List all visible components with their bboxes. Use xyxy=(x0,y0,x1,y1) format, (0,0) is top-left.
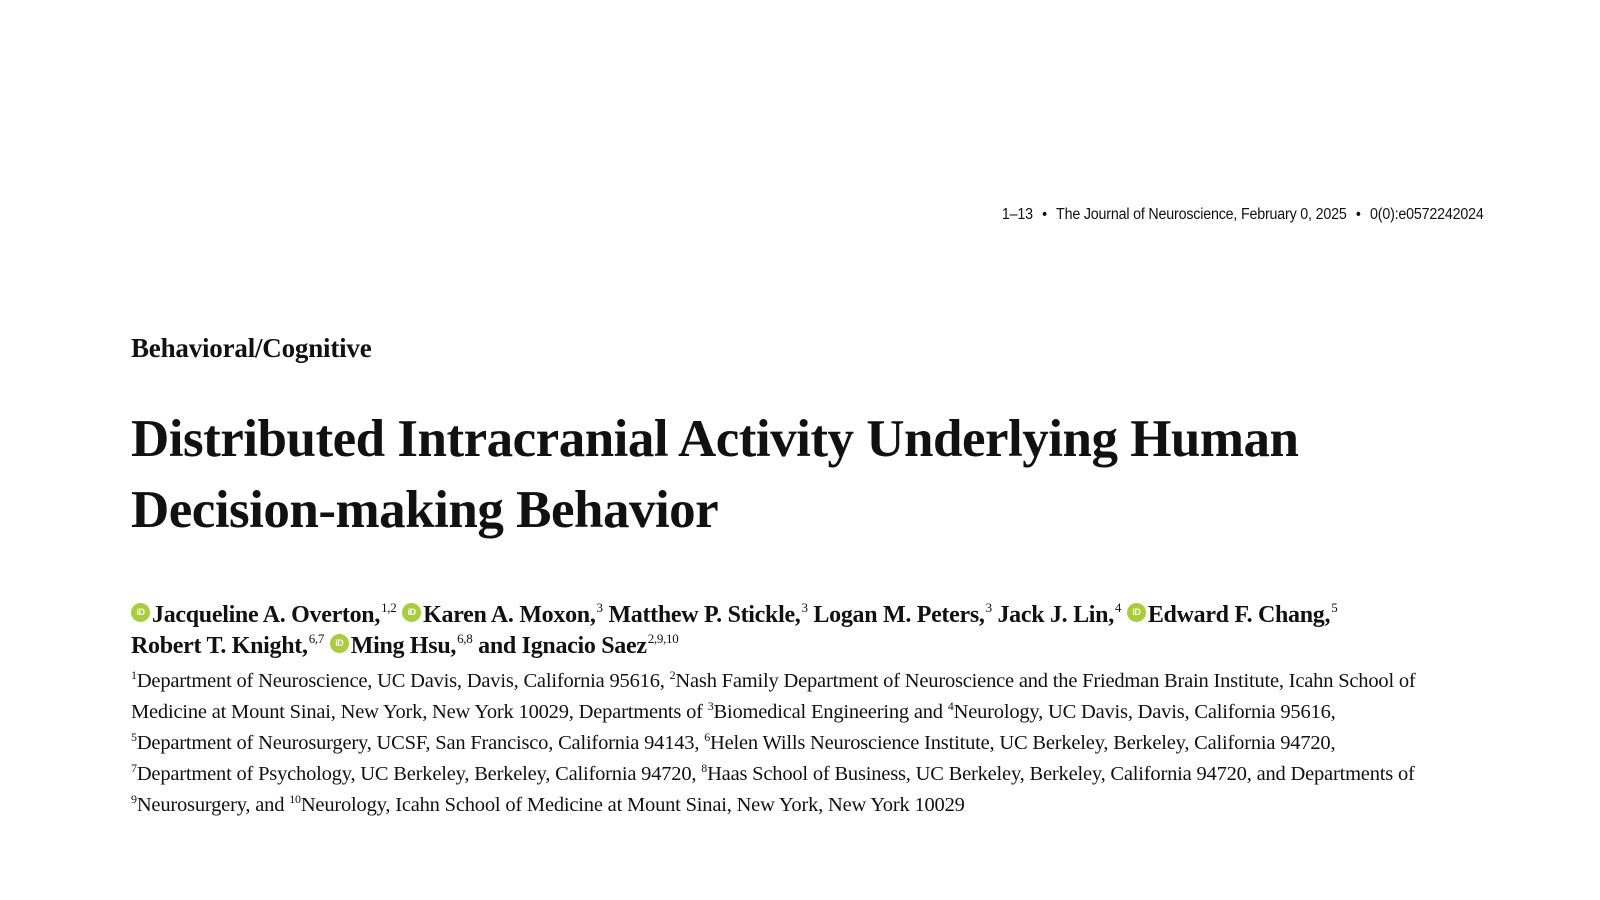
author xyxy=(1127,602,1338,628)
author xyxy=(131,602,396,628)
header-separator: • xyxy=(1356,206,1362,223)
author-list xyxy=(131,600,1431,662)
affiliation-text: Haas School of Business, UC Berkeley, Berkeley, California 94720, and Departments of xyxy=(707,763,1415,785)
author xyxy=(997,602,1121,628)
author-affiliation-marker: 3 xyxy=(985,600,992,615)
orcid-icon[interactable]: iD xyxy=(1127,603,1146,622)
author-name: Ming Hsu, xyxy=(350,633,457,659)
header-separator: • xyxy=(1042,206,1048,223)
orcid-icon[interactable]: iD xyxy=(330,634,349,653)
affiliation-marker: 8 xyxy=(701,761,708,775)
affiliation-text: Neurosurgery, and xyxy=(136,794,290,816)
author-name: Jacqueline A. Overton, xyxy=(152,602,381,628)
affiliation-text: Biomedical Engineering and xyxy=(713,701,948,723)
affiliation-marker: 1 xyxy=(131,668,137,682)
affiliation-marker: 5 xyxy=(131,730,137,744)
affiliation-marker: 7 xyxy=(131,761,137,775)
author-name: Logan M. Peters, xyxy=(813,602,985,628)
affiliation-text: Neurology, UC Davis, Davis, California 95616, xyxy=(953,701,1336,723)
author xyxy=(330,633,473,659)
journal-citation: The Journal of Neuroscience, February 0, 2025 xyxy=(1056,206,1347,223)
author-name: and Ignacio Saez xyxy=(478,633,647,659)
author-name: Jack J. Lin, xyxy=(997,602,1114,628)
affiliation-text: Neurology, Icahn School of Medicine at Mount Sinai, New York, New York 10029 xyxy=(300,794,965,816)
article-id: 0(0):e0572242024 xyxy=(1370,206,1484,223)
affiliation-text: Department of Neurosurgery, UCSF, San Francisco, California 94143, xyxy=(136,732,705,754)
affiliation-marker: 4 xyxy=(947,699,954,713)
affiliation-text: Department of Neuroscience, UC Davis, Davis, California 95616, xyxy=(136,670,670,692)
author xyxy=(131,633,324,659)
author-name: Matthew P. Stickle, xyxy=(608,602,801,628)
author-name: Robert T. Knight, xyxy=(131,633,308,659)
affiliation-text: Helen Wills Neuroscience Institute, UC Berkeley, Berkeley, California 94720, xyxy=(710,732,1336,754)
affiliation-text: Nash Family Department of Neuroscience and the Friedman Brain Institute, Icahn School of Medicine at Mount Sinai, New York, New York 10029, Departments of xyxy=(131,670,1416,723)
section-label: Behavioral/Cognitive xyxy=(131,333,372,363)
author-affiliation-marker: 6,8 xyxy=(457,631,473,646)
author-affiliation-marker: 5 xyxy=(1331,600,1338,615)
affiliation-marker: 3 xyxy=(707,699,714,713)
running-header xyxy=(1002,206,1484,224)
affiliation-marker: 6 xyxy=(704,730,711,744)
orcid-icon[interactable]: iD xyxy=(402,603,421,622)
orcid-icon[interactable]: iD xyxy=(131,603,150,622)
author-affiliation-marker: 1,2 xyxy=(381,600,397,615)
author xyxy=(813,602,991,628)
author-affiliation-marker: 3 xyxy=(596,600,603,615)
affiliation-marker: 2 xyxy=(669,668,676,682)
author-affiliation-marker: 6,7 xyxy=(308,631,325,646)
author-affiliation-marker: 2,9,10 xyxy=(647,631,679,646)
article-title: Distributed Intracranial Activity Underlying Human Decision-making Behavior xyxy=(131,410,1299,539)
author-name: Karen A. Moxon, xyxy=(423,602,596,628)
author xyxy=(608,602,807,628)
article-front-matter xyxy=(131,335,1431,821)
page-range: 1–13 xyxy=(1002,206,1034,223)
affiliation-marker: 9 xyxy=(131,792,137,806)
affiliation-marker: 10 xyxy=(289,792,301,806)
affiliation-text: Department of Psychology, UC Berkeley, Berkeley, California 94720, xyxy=(136,763,702,785)
author-name: Edward F. Chang, xyxy=(1147,602,1331,628)
affiliation-list xyxy=(131,666,1421,821)
author-affiliation-marker: 3 xyxy=(801,600,808,615)
author xyxy=(478,633,678,659)
author xyxy=(402,602,603,628)
author-affiliation-marker: 4 xyxy=(1114,600,1122,615)
